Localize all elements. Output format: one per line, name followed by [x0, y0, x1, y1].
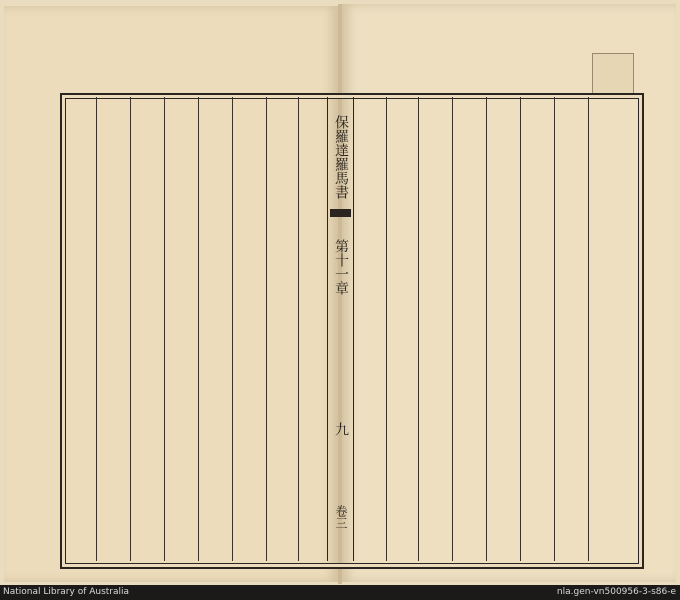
- chapter-label: 第十一章: [333, 239, 349, 295]
- center-fold-column: [327, 97, 354, 561]
- text-column-6: [433, 100, 459, 558]
- text-column-8: [361, 100, 387, 558]
- text-column-2: [569, 100, 595, 558]
- text-column-12: [201, 100, 227, 558]
- volume-label: 卷三: [334, 505, 348, 529]
- footer-strip: [0, 585, 680, 600]
- page-number: 九: [333, 422, 349, 436]
- library-credit[interactable]: National Library of Australia: [3, 587, 130, 597]
- text-column-11: [235, 100, 261, 558]
- text-column-10: [269, 100, 295, 558]
- text-column-5: [467, 100, 493, 558]
- text-column-7: [399, 100, 425, 558]
- text-column-9: [301, 100, 327, 558]
- column-rule: [198, 97, 199, 561]
- column-rule: [164, 97, 165, 561]
- column-rule: [232, 97, 233, 561]
- column-rule: [96, 97, 97, 561]
- text-column-14: [133, 100, 159, 558]
- text-column-16: [66, 100, 92, 558]
- column-rule: [130, 97, 131, 561]
- text-column-1: [603, 100, 629, 558]
- text-column-13: [167, 100, 193, 558]
- text-column-15: [99, 100, 125, 558]
- column-rule: [298, 97, 299, 561]
- text-column-4: [501, 100, 527, 558]
- image-identifier: nla.gen-vn500956-3-s86-e: [556, 587, 676, 597]
- text-column-3: [535, 100, 561, 558]
- column-rule: [266, 97, 267, 561]
- running-title: 保羅達羅馬書: [333, 115, 349, 199]
